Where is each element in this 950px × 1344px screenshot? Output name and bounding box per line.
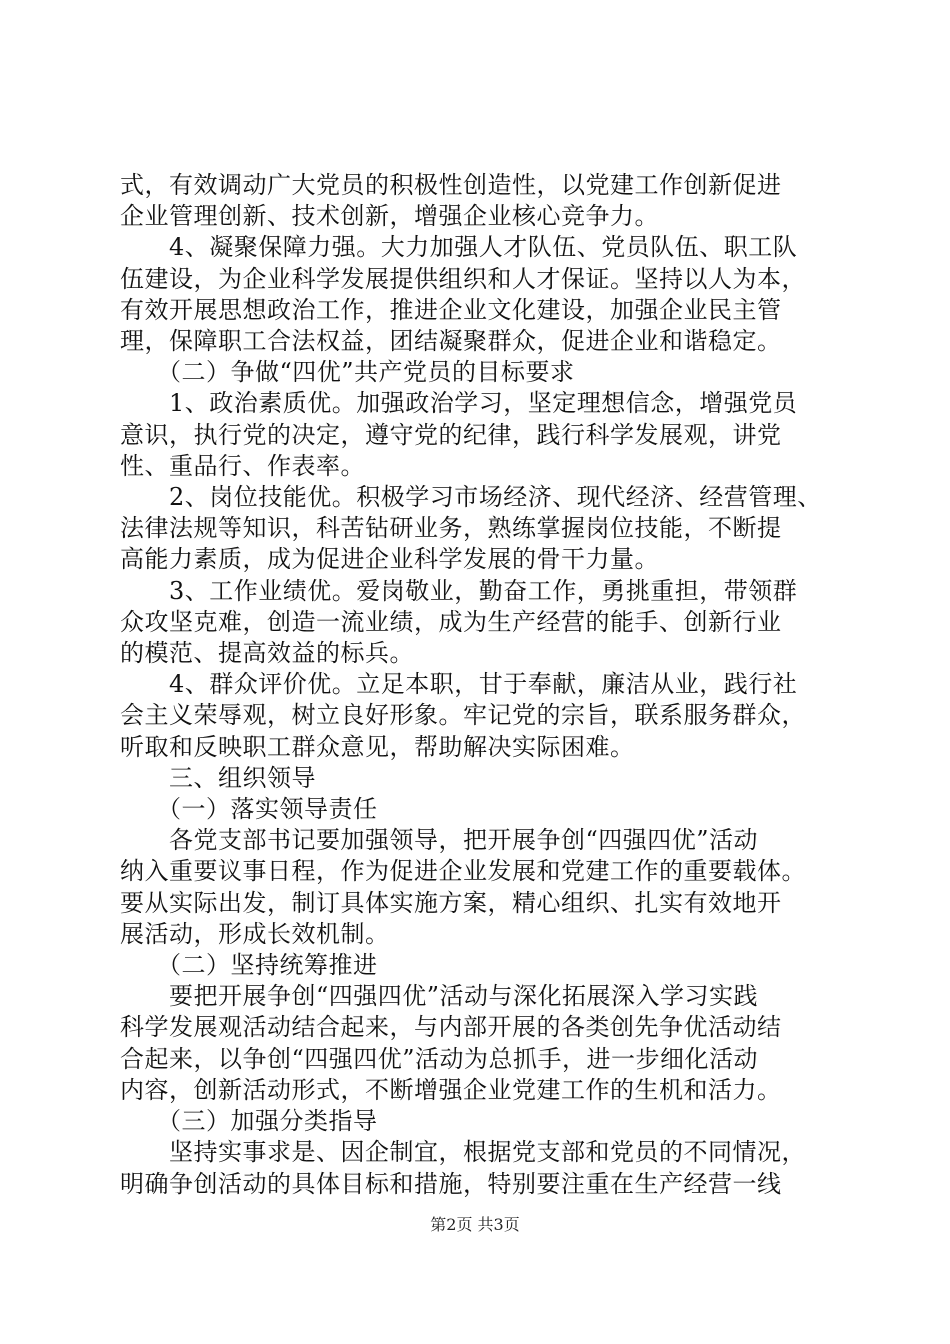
text-line: 有效开展思想政治工作，推进企业文化建设，加强企业民主管 [120, 295, 782, 324]
text-line: （三）加强分类指导 [120, 1107, 378, 1136]
text-line: （二）坚持统筹推进 [120, 951, 378, 980]
text-line: 式，有效调动广大党员的积极性创造性，以党建工作创新促进 [120, 171, 782, 199]
text-line: 听取和反映职工群众意见，帮助解决实际困难。 [120, 732, 635, 761]
text-line: 三、组织领导 [120, 763, 316, 792]
text-line: 性、重品行、作表率。 [120, 451, 365, 480]
text-line: 众攻坚克难，创造一流业绩，成为生产经营的能手、创新行业 [120, 607, 782, 636]
text-line: 内容，创新活动形式，不断增强企业党建工作的生机和活力。 [120, 1075, 782, 1104]
text-line: 的模范、提高效益的标兵。 [120, 639, 414, 668]
text-line: 坚持实事求是、因企制宜，根据党支部和党员的不同情况， [120, 1138, 806, 1167]
text-line: 4、凝聚保障力强。大力加强人才队伍、党员队伍、职工队 [120, 233, 798, 262]
text-line: 会主义荣辱观，树立良好形象。牢记党的宗旨，联系服务群众， [120, 701, 806, 730]
text-line: 高能力素质，成为促进企业科学发展的骨干力量。 [120, 545, 659, 574]
text-line: 伍建设，为企业科学发展提供组织和人才保证。坚持以人为本， [120, 264, 806, 293]
body-text [120, 170, 920, 1200]
text-line: 合起来，以争创“四强四优”活动为总抓手，进一步细化活动 [120, 1044, 759, 1073]
text-line: 3、工作业绩优。爱岗敬业，勤奋工作，勇挑重担，带领群 [120, 576, 798, 605]
text-line: 要从实际出发，制订具体实施方案，精心组织、扎实有效地开 [120, 888, 782, 917]
text-line: （一）落实领导责任 [120, 795, 378, 824]
text-line: 理，保障职工合法权益，团结凝聚群众，促进企业和谐稳定。 [120, 327, 782, 356]
text-line: 纳入重要议事日程，作为促进企业发展和党建工作的重要载体。 [120, 857, 806, 886]
text-line: （二）争做“四优”共产党员的目标要求 [120, 358, 575, 387]
text-line: 法律法规等知识，科苦钻研业务，熟练掌握岗位技能，不断提 [120, 514, 782, 543]
text-line: 1、政治素质优。加强政治学习，坚定理想信念，增强党员 [120, 389, 798, 418]
page-footer: 第2页 共3页 [430, 1215, 520, 1234]
text-line: 科学发展观活动结合起来，与内部开展的各类创先争优活动结 [120, 1013, 782, 1042]
text-line: 4、群众评价优。立足本职，甘于奉献，廉洁从业，践行社 [120, 670, 798, 699]
text-line: 2、岗位技能优。积极学习市场经济、现代经济、经营管理、 [120, 483, 822, 512]
text-line: 企业管理创新、技术创新，增强企业核心竞争力。 [120, 202, 659, 231]
text-line: 展活动，形成长效机制。 [120, 919, 390, 948]
text-line: 要把开展争创“四强四优”活动与深化拓展深入学习实践 [120, 982, 759, 1011]
text-line: 意识，执行党的决定，遵守党的纪律，践行科学发展观，讲党 [120, 420, 782, 449]
text-line: 明确争创活动的具体目标和措施，特别要注重在生产经营一线 [120, 1169, 782, 1198]
text-line: 各党支部书记要加强领导，把开展争创“四强四优”活动 [120, 826, 759, 855]
